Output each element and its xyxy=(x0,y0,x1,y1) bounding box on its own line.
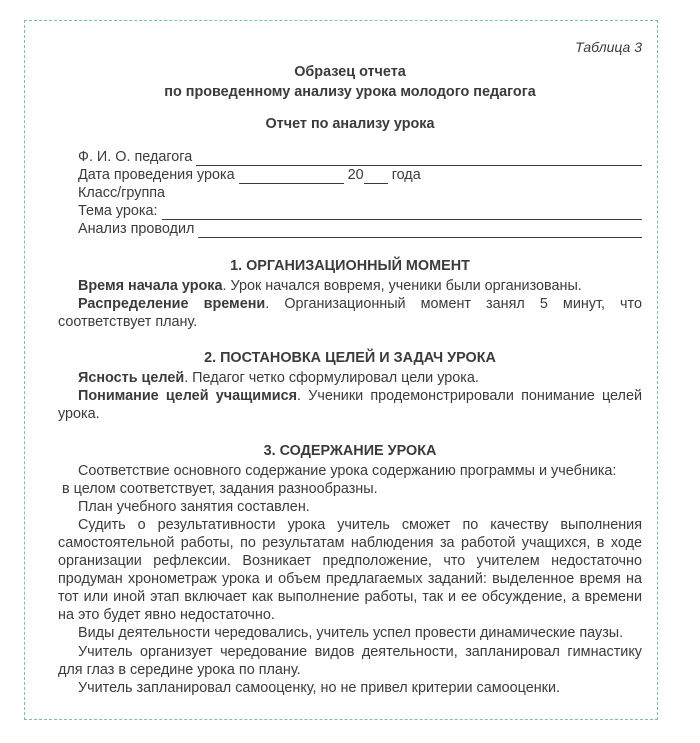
section-1-paragraph-1 xyxy=(58,277,642,295)
section-3-paragraph-1: Соответствие основного содержание урока содержанию программы и учебника: xyxy=(78,462,617,479)
section-3-paragraph-5: Учитель организует чередование видов деятельности, запланировал гимнастику для глаз в середине урока по плану. xyxy=(58,643,642,678)
section-2-p1-text: . Педагог четко сформулировал цели урока. xyxy=(184,370,479,387)
topic-blank xyxy=(162,205,642,220)
section-2-paragraph-2 xyxy=(58,387,642,423)
report-title: Отчет по анализу урока xyxy=(265,116,435,132)
document-content xyxy=(58,38,642,697)
form-row-topic xyxy=(58,202,642,220)
date-blank xyxy=(239,169,344,184)
year-suffix: года xyxy=(391,167,421,183)
doc-title-line-1: Образец отчета xyxy=(294,64,406,80)
date-label: Дата проведения урока xyxy=(78,167,235,183)
section-3-paragraph-1b: в целом соответствует, задания разнообразны. xyxy=(62,480,378,497)
form-row-class xyxy=(58,184,642,202)
form-row-date xyxy=(58,166,642,184)
class-label: Класс/группа xyxy=(78,185,166,201)
section-1-paragraph-2 xyxy=(58,295,642,331)
teacher-label: Ф. И. О. педагога xyxy=(78,149,193,165)
section-2-heading: 2. ПОСТАНОВКА ЦЕЛЕЙ И ЗАДАЧ УРОКА xyxy=(204,350,496,367)
section-1-p2-text: . Организационный момент занял 5 минут, что соответствует плану. xyxy=(58,296,642,331)
section-1-p1-text: . Урок начался вовремя, ученики были организованы. xyxy=(222,278,582,294)
section-3-paragraph-3: Судить о результативности урока учитель сможет по качеству выполнения самостоятельной работы, по результатам наблюдения за работой учащихся, в ходе организации рефлексии. Возникает предположение, что учителем недостаточно продуман хронометраж урока и объем предлагаемых заданий: выделенное время на тот или иной этап включает как выполнение работы, так и ее обсуждение, а времени на это будет явно недостаточно. xyxy=(58,516,642,624)
topic-label: Тема урока: xyxy=(78,203,158,219)
section-3-paragraph-4: Виды деятельности чередовались, учитель успел провести динамические паузы. xyxy=(78,625,624,642)
section-3-heading: 3. СОДЕРЖАНИЕ УРОКА xyxy=(263,442,437,459)
section-2-p1-bold: Ясность целей xyxy=(78,370,185,387)
section-2-p2-text: . Ученики продемонстрировали понимание целей урока. xyxy=(58,388,642,423)
section-2-p2-bold: Понимание целей учащимися xyxy=(78,388,297,405)
section-1-p1-bold: Время начала урока xyxy=(78,278,223,294)
form-row-analyst xyxy=(58,220,642,238)
form-row-teacher xyxy=(58,148,642,166)
year-prefix: 20 xyxy=(347,167,364,183)
section-3-paragraph-2: План учебного занятия составлен. xyxy=(78,498,310,515)
teacher-blank xyxy=(196,151,642,166)
table-label: Таблица 3 xyxy=(575,39,642,55)
analyst-blank xyxy=(198,223,642,238)
section-1-heading: 1. ОРГАНИЗАЦИОННЫЙ МОМЕНТ xyxy=(230,258,470,274)
doc-title-line-2: по проведенному анализу урока молодого педагога xyxy=(164,84,536,100)
section-2-paragraph-1 xyxy=(58,369,642,387)
year-blank xyxy=(364,169,388,184)
section-3-paragraph-6: Учитель запланировал самооценку, но не привел критерии самооценки. xyxy=(78,679,560,696)
section-1-p2-bold: Распределение времени xyxy=(78,296,266,313)
analyst-label: Анализ проводил xyxy=(78,221,195,237)
